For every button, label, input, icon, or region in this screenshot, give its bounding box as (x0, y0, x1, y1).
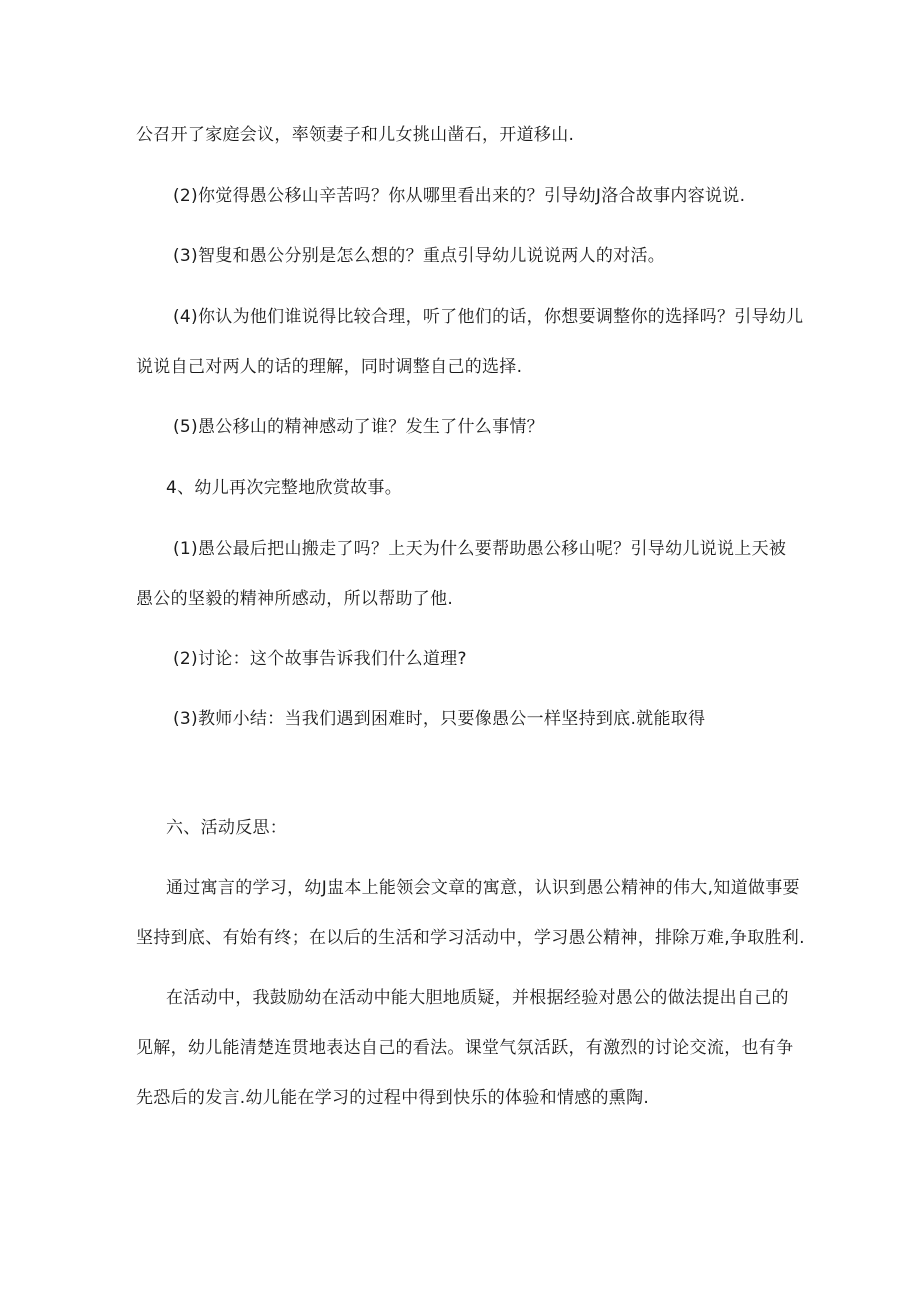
text-line: 通过寓言的学习，幼J盅本上能领会文章的寓意，认识到愚公精神的伟大,知道做事要 (166, 878, 800, 898)
text-line: 坚持到底、有始有终；在以后的生活和学习活动中，学习愚公精神，排除万难,争取胜利. (136, 928, 805, 948)
text-line: 公召开了家庭会议，率领妻子和儿女挑山凿石，开道移山. (136, 125, 575, 145)
text-line: (4)你认为他们谁说得比较合理，听了他们的话，你想要调整你的选择吗？引导幼儿 (173, 307, 804, 327)
text-line: 说说自己对两人的话的理解，同时调整自己的选择. (136, 357, 523, 377)
section-heading: 4、幼儿再次完整地欣赏故事。 (166, 478, 403, 498)
text-line: (2)你觉得愚公移山辛苦吗？你从哪里看出来的？引导幼J洛合故事内容说说. (173, 186, 746, 206)
section-heading: 六、活动反思： (166, 818, 288, 838)
text-line: (3)教师小结：当我们遇到困难时，只要像愚公一样坚持到底.就能取得 (173, 709, 706, 729)
text-line: (5)愚公移山的精神感动了谁？发生了什么事情？ (173, 417, 544, 437)
text-line: (1)愚公最后把山搬走了吗？上天为什么要帮助愚公移山呢？引导幼儿说说上天被 (173, 539, 787, 559)
text-line: 先恐后的发言.幼儿能在学习的过程中得到快乐的体验和情感的熏陶. (136, 1088, 650, 1108)
text-line: 在活动中，我鼓励幼在活动中能大胆地质疑，并根据经验对愚公的做法提出自己的 (166, 988, 789, 1008)
text-line: (3)智叟和愚公分别是怎么想的？重点引导幼儿说说两人的对活。 (173, 246, 666, 266)
text-line: (2)讨论：这个故事告诉我们什么道理? (173, 649, 467, 669)
text-line: 愚公的坚毅的精神所感动，所以帮助了他. (136, 589, 454, 609)
text-line: 见解，幼儿能清楚连贯地表达自己的看法。课堂气氛活跃，有激烈的讨论交流，也有争 (136, 1038, 794, 1058)
